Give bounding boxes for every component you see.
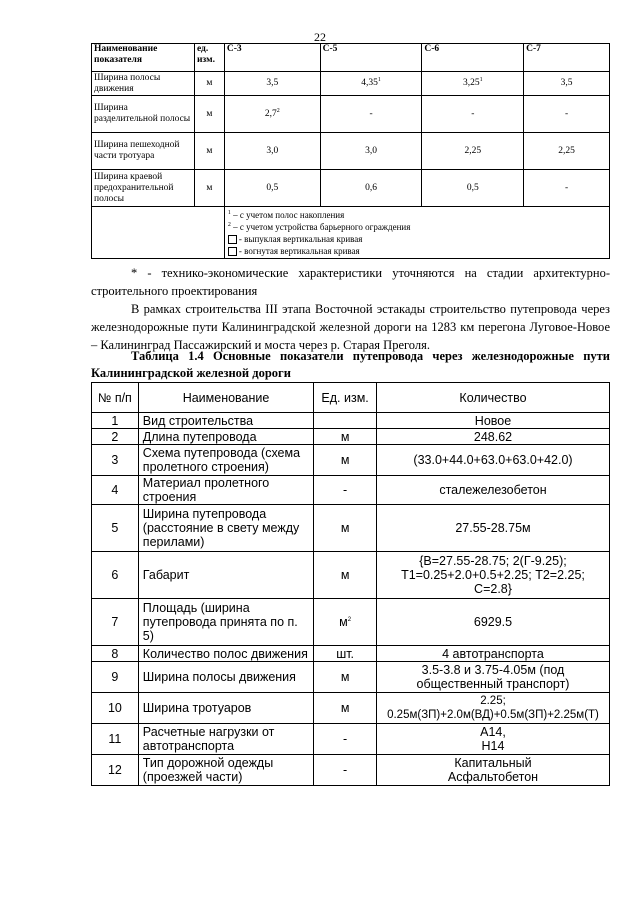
- cell-num: 10: [92, 693, 139, 724]
- cell-num: 1: [92, 413, 139, 429]
- cell-c6: 0,5: [422, 170, 524, 207]
- table-row: [92, 413, 610, 429]
- cell-unit: м: [194, 170, 224, 207]
- notes-row: [92, 207, 610, 259]
- cell-c3: 0,5: [224, 170, 320, 207]
- table-row: [92, 429, 610, 445]
- notes-empty-cell: [92, 207, 225, 259]
- table-row: [92, 552, 610, 599]
- cell-unit: м: [194, 133, 224, 170]
- table-row: [92, 170, 610, 207]
- cell-unit: м: [314, 429, 377, 445]
- cell-unit: м: [314, 693, 377, 724]
- cell-qty: {В=27.55-28.75; 2(Г-9.25); Т1=0.25+2.0+0.5+2.25; Т2=2.25; С=2.8}: [376, 552, 609, 599]
- table-row: [92, 476, 610, 505]
- header-c7: С-7: [524, 44, 610, 72]
- cell-unit: м: [194, 96, 224, 133]
- cell-c5: 4,35$^1$: [320, 72, 422, 96]
- cell-name: Ширина путепровода (расстояние в свету между перилами): [138, 505, 313, 552]
- cell-num: 11: [92, 724, 139, 755]
- cell-c7: -: [524, 170, 610, 207]
- cell-c3: 3,0: [224, 133, 320, 170]
- cell-name: Материал пролетного строения: [138, 476, 313, 505]
- notes-cell: [224, 207, 609, 259]
- cell-name: Ширина полосы движения: [138, 662, 313, 693]
- header-unit: Ед. изм.: [314, 383, 377, 413]
- cell-c7: -: [524, 96, 610, 133]
- cell-name: Количество полос движения: [138, 646, 313, 662]
- header-c3: С-3: [224, 44, 320, 72]
- cell-num: 2: [92, 429, 139, 445]
- cell-name: Ширина полосы движения: [92, 72, 195, 96]
- page-number: 22: [314, 30, 326, 44]
- cell-c6: 2,25: [422, 133, 524, 170]
- cell-c7: 2,25: [524, 133, 610, 170]
- cell-c3: $2,7^2$: [224, 96, 320, 133]
- header-unit: ед. изм.: [194, 44, 224, 72]
- cell-unit: м: [314, 445, 377, 476]
- cell-num: 4: [92, 476, 139, 505]
- cell-c6: 3,25$^1$: [422, 72, 524, 96]
- header-num: № п/п: [92, 383, 139, 413]
- cell-qty: 27.55-28.75м: [376, 505, 609, 552]
- overpass-table: [91, 382, 610, 786]
- table-header-row: [92, 44, 610, 72]
- header-qty: Количество: [376, 383, 609, 413]
- cell-name: Схема путепровода (схема пролетного строения): [138, 445, 313, 476]
- table-header-row: [92, 383, 610, 413]
- body-paragraph: В рамках строительства III этапа Восточной эстакады строительство путепровода через железнодорожные пути Калининградской железной дороги на 1283 км перегона Луговое-Новое – Калининград Пассажирский и моста через р. Старая Преголя.: [91, 302, 610, 352]
- cell-name: Расчетные нагрузки от автотранспорта: [138, 724, 313, 755]
- cell-num: 3: [92, 445, 139, 476]
- note-1: $^1$ – с учетом полос накопления: [227, 209, 345, 220]
- cell-c7: 3,5: [524, 72, 610, 96]
- cell-c3: 3,5: [224, 72, 320, 96]
- cell-unit: -: [314, 755, 377, 786]
- cell-unit: [314, 413, 377, 429]
- table-row: [92, 662, 610, 693]
- cell-qty: сталежелезобетон: [376, 476, 609, 505]
- cell-name: Ширина тротуаров: [138, 693, 313, 724]
- cell-qty: 248.62: [376, 429, 609, 445]
- note-4: - вогнутая вертикальная кривая: [228, 245, 606, 257]
- cell-name: Габарит: [138, 552, 313, 599]
- cell-qty: А14, Н14: [376, 724, 609, 755]
- cell-name: Площадь (ширина путепровода принята по п. 5): [138, 599, 313, 646]
- cell-qty: Новое: [376, 413, 609, 429]
- cell-unit: -: [314, 724, 377, 755]
- table-row: [92, 693, 610, 724]
- cell-num: 5: [92, 505, 139, 552]
- note-3: - выпуклая вертикальная кривая: [228, 233, 606, 245]
- cell-qty: 6929.5: [376, 599, 609, 646]
- header-name: Наименование: [138, 383, 313, 413]
- table-row: [92, 724, 610, 755]
- note-2: $^2$ – с учетом устройства барьерного ограждения: [227, 221, 411, 232]
- table-row: [92, 96, 610, 133]
- table-caption: Таблица 1.4 Основные показатели путепровода через железнодорожные пути Калининградской железной дороги: [91, 349, 610, 380]
- table-row: [92, 599, 610, 646]
- header-c6: С-6: [422, 44, 524, 72]
- cell-unit: м: [314, 552, 377, 599]
- convex-curve-icon: [228, 235, 237, 244]
- cell-num: 6: [92, 552, 139, 599]
- cell-name: Вид строительства: [138, 413, 313, 429]
- cell-name: Тип дорожной одежды (проезжей части): [138, 755, 313, 786]
- table-row: [92, 72, 610, 96]
- cell-qty: 3.5-3.8 и 3.75-4.05м (под общественный транспорт): [376, 662, 609, 693]
- cell-c5: -: [320, 96, 422, 133]
- cell-qty: Капитальный Асфальтобетон: [376, 755, 609, 786]
- cell-c5: 0,6: [320, 170, 422, 207]
- cell-unit: -: [314, 476, 377, 505]
- cell-unit: м: [314, 662, 377, 693]
- table-row: [92, 646, 610, 662]
- cell-name: Длина путепровода: [138, 429, 313, 445]
- cell-num: 9: [92, 662, 139, 693]
- concave-curve-icon: [228, 247, 237, 256]
- cell-num: 7: [92, 599, 139, 646]
- cell-num: 8: [92, 646, 139, 662]
- cell-name: Ширина пешеходной части тротуара: [92, 133, 195, 170]
- cell-unit: м: [314, 505, 377, 552]
- table-row: [92, 133, 610, 170]
- cell-unit: шт.: [314, 646, 377, 662]
- cell-c5: 3,0: [320, 133, 422, 170]
- cell-qty: (33.0+44.0+63.0+63.0+42.0): [376, 445, 609, 476]
- table-row: [92, 755, 610, 786]
- table-row: [92, 505, 610, 552]
- table-row: [92, 445, 610, 476]
- cell-c6: -: [422, 96, 524, 133]
- star-footnote: * - технико-экономические характеристики уточняются на стадии архитектурно-строительного проектирования: [91, 266, 610, 298]
- cell-name: Ширина краевой предохранительной полосы: [92, 170, 195, 207]
- header-c5: С-5: [320, 44, 422, 72]
- cell-name: Ширина разделительной полосы: [92, 96, 195, 133]
- header-name: Наименование показателя: [92, 44, 195, 72]
- characteristics-table: [91, 43, 610, 259]
- cell-qty: 4 автотранспорта: [376, 646, 609, 662]
- cell-qty: 2.25; 0.25м(ЗП)+2.0м(ВД)+0.5м(ЗП)+2.25м(Т): [376, 693, 609, 724]
- cell-unit: $м^2$: [314, 599, 377, 646]
- cell-num: 12: [92, 755, 139, 786]
- cell-unit: м: [194, 72, 224, 96]
